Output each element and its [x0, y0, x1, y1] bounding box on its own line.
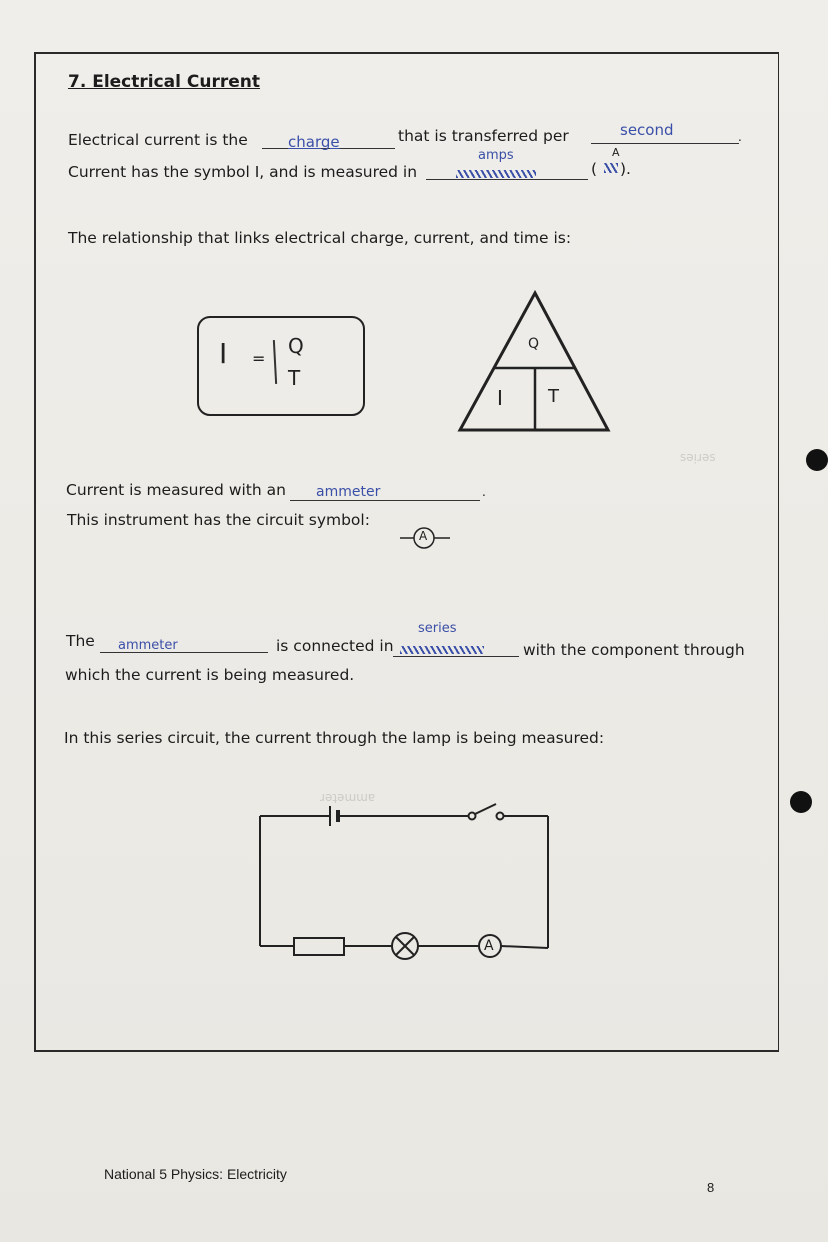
answer-ammeter-2: ammeter	[118, 638, 178, 653]
blank-second	[591, 143, 739, 144]
triangle-top: Q	[528, 336, 540, 352]
symbol-text: This instrument has the circuit symbol:	[67, 511, 370, 529]
answer-series: series	[418, 621, 457, 636]
bleed-through-text: sǝᴉɹǝs	[680, 450, 716, 464]
unit-close: ).	[620, 160, 631, 178]
section-title: 7. Electrical Current	[68, 72, 260, 92]
circuit-ammeter-letter: A	[484, 938, 494, 954]
page-number: 8	[707, 1180, 715, 1195]
series-intro: In this series circuit, the current through the lamp is being measured:	[64, 729, 605, 747]
qit-triangle	[455, 288, 615, 436]
unit-letter: A	[612, 146, 620, 159]
line1-suffix: .	[738, 130, 742, 144]
line2-prefix: Current has the symbol I, and is measured in	[68, 163, 418, 181]
footer-text: National 5 Physics: Electricity	[104, 1166, 287, 1182]
answer-charge: charge	[288, 133, 340, 151]
unit-scribble	[604, 163, 618, 173]
bleed-through-text-2: ɹǝʇǝɯɯɐ	[320, 790, 376, 804]
formula-denominator: T	[288, 366, 301, 390]
crossed-out-series	[400, 646, 484, 654]
formula-lhs: I	[219, 337, 228, 370]
formula-numerator: Q	[288, 334, 304, 358]
connection-middle: is connected in	[276, 637, 394, 655]
binder-hole-bottom	[790, 791, 812, 813]
ammeter-symbol-letter: A	[419, 529, 428, 543]
line1-middle: that is transferred per	[398, 127, 569, 145]
blank-amps	[426, 179, 588, 180]
triangle-bottom-left: I	[497, 386, 503, 410]
measured-prefix: Current is measured with an	[66, 481, 286, 499]
answer-amps: amps	[478, 148, 514, 163]
blank-series	[393, 656, 519, 657]
crossed-out-word	[456, 170, 536, 178]
blank-ammeter	[290, 500, 480, 501]
formula-equals: =	[252, 349, 266, 368]
binder-hole-top	[806, 449, 828, 471]
relationship-text: The relationship that links electrical charge, current, and time is:	[68, 229, 572, 247]
answer-ammeter: ammeter	[316, 484, 381, 500]
line1-prefix: Electrical current is the	[68, 131, 248, 149]
connection-line2: which the current is being measured.	[65, 666, 355, 684]
connection-suffix: with the component through	[523, 641, 745, 659]
unit-open: (	[591, 160, 598, 178]
answer-second: second	[620, 121, 674, 139]
series-circuit-diagram	[250, 796, 560, 966]
measured-suffix: .	[482, 485, 486, 499]
connection-prefix: The	[66, 632, 95, 650]
triangle-bottom-right: T	[548, 386, 559, 407]
